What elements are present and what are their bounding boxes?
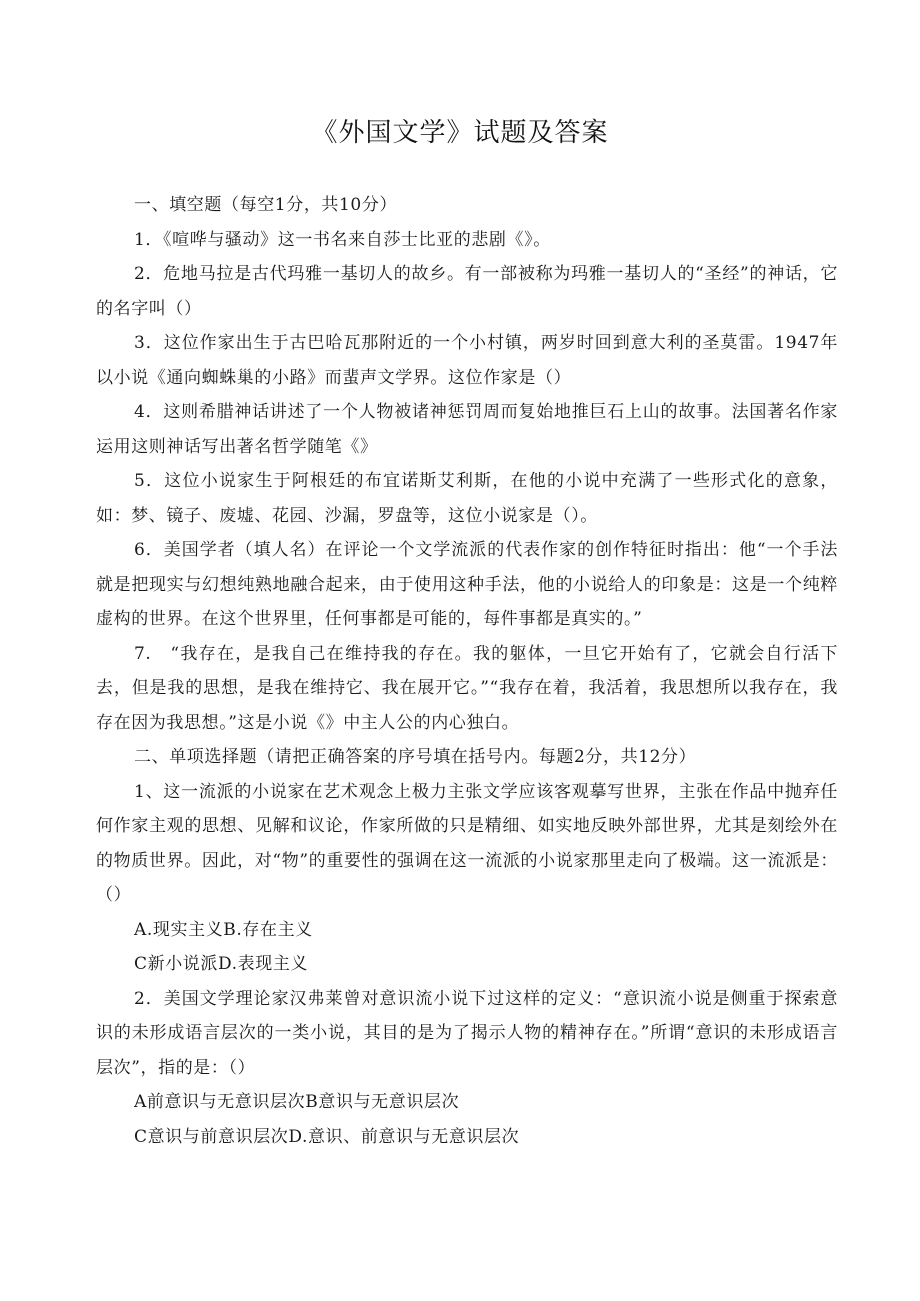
question-fill-2: 2．危地马拉是古代玛雅一基切人的故乡。有一部被称为玛雅一基切人的“圣经”的神话，它的名字叫（）: [96, 264, 838, 319]
document-title: 《外国文学》试题及答案: [311, 118, 609, 148]
question-choice-2-options-ab: A前意识与无意识层次B意识与无意识层次: [134, 1092, 460, 1112]
question-choice-2-options-cd: C意识与前意识层次D.意识、前意识与无意识层次: [134, 1126, 520, 1147]
document-body: [96, 188, 838, 1154]
question-fill-7: 7. “我存在，是我自己在维持我的存在。我的躯体，一旦它开始有了，它就会自行活下去，但是我的思想，是我在维持它、我在展开它。”“我存在着，我活着，我思想所以我存在，我存在因为我思想。”这是小说《》中主人公的内心独白。: [96, 643, 838, 733]
question-fill-6: 6．美国学者（填人名）在评论一个文学流派的代表作家的创作特征时指出：他“一个手法就是把现实与幻想纯熟地融合起来，由于使用这种手法，他的小说给人的印象是：这是一个纯粹虚构的世界。在这个世界里，任何事都是可能的，每件事都是真实的。”: [96, 540, 838, 629]
question-choice-1-options-ab: A.现实主义B.存在主义: [134, 919, 313, 940]
question-choice-1-options-cd: C新小说派D.表现主义: [134, 954, 309, 974]
question-fill-1: 1．《喧哗与骚动》这一书名来自莎士比亚的悲剧《》。: [134, 229, 551, 250]
question-fill-5: 5．这位小说家生于阿根廷的布宜诺斯艾利斯，在他的小说中充满了一些形式化的意象，如：梦、镜子、废墟、花园、沙漏，罗盘等，这位小说家是（）。: [96, 471, 838, 526]
question-fill-4: 4．这则希腊神话讲述了一个人物被诸神惩罚周而复始地推巨石上山的故事。法国著名作家运用这则神话写出著名哲学随笔《》: [96, 402, 838, 457]
section-heading-multiple-choice: 二、单项选择题（请把正确答案的序号填在括号内。每题2分，共12分）: [134, 747, 697, 767]
question-choice-2: 2．美国文学理论家汉弗莱曾对意识流小说下过这样的定义：“意识流小说是侧重于探索意识的未形成语言层次的一类小说，其目的是为了揭示人物的精神存在。”所谓“意识的未形成语言层次”，指的是：（）: [96, 988, 838, 1078]
section-heading-fill-in: 一、填空题（每空1分，共10分）: [134, 195, 398, 215]
question-fill-3: 3．这位作家出生于古巴哈瓦那附近的一个小村镇，两岁时回到意大利的圣莫雷。1947年以小说《通向蜘蛛巢的小路》而蜚声文学界。这位作家是（）: [96, 333, 838, 388]
question-choice-1: 1、这一流派的小说家在艺术观念上极力主张文学应该客观摹写世界，主张在作品中抛弃任何作家主观的思想、见解和议论，作家所做的只是精细、如实地反映外部世界，尤其是刻绘外在的物质世界。因此，对“物”的重要性的强调在这一流派的小说家那里走向了极端。这一流派是：（）: [96, 781, 838, 905]
